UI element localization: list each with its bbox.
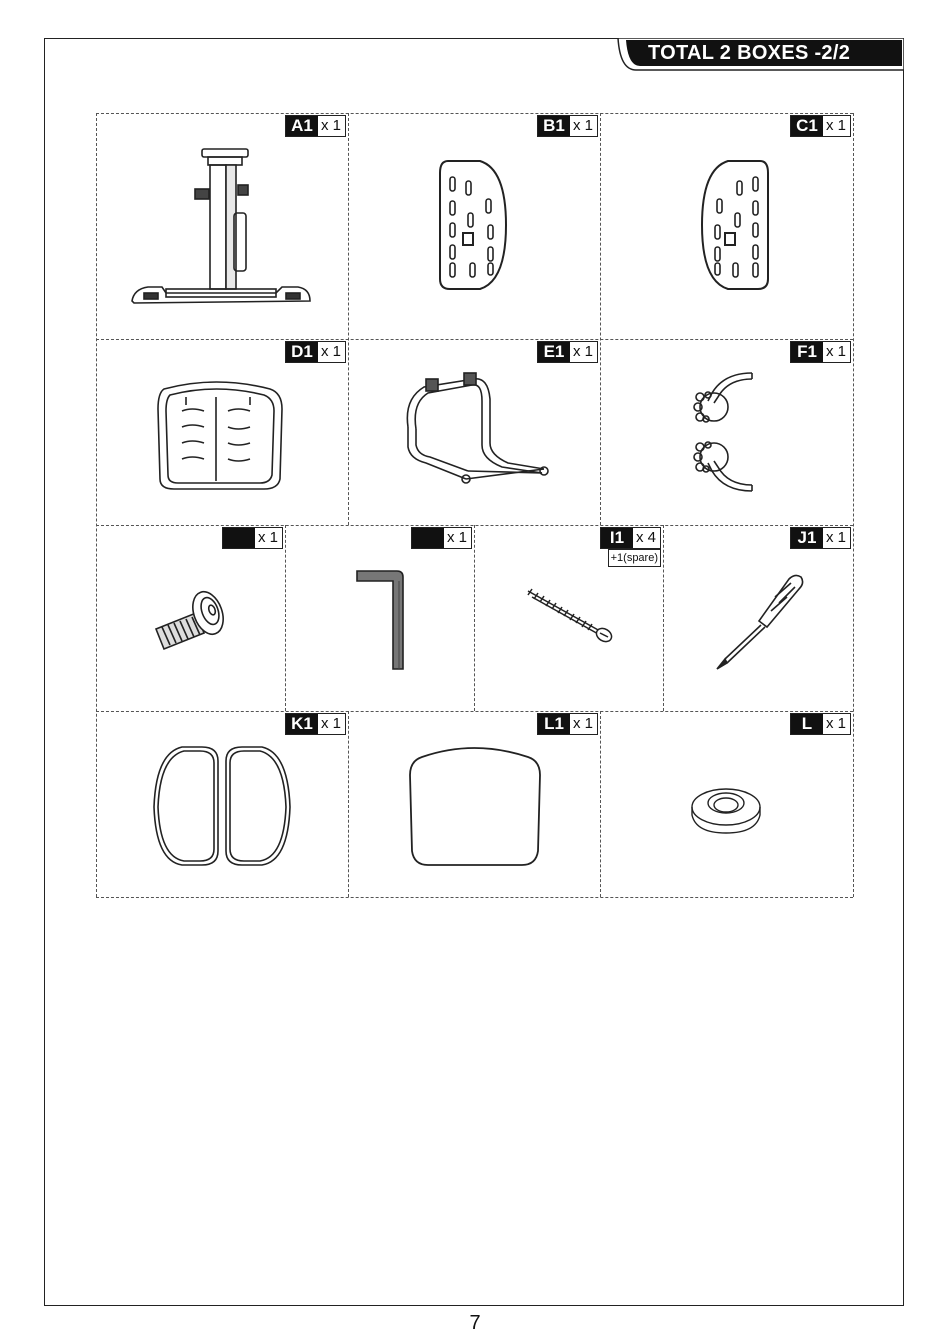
part-cell-l [600,711,853,897]
page-number: 7 [469,1312,481,1334]
part-cell-j1 [663,525,853,711]
part-qty: x 1 [257,529,278,546]
part-cell-l1 [348,711,600,897]
part-qty: x 1 [572,715,593,732]
part-code: F1 [791,342,823,362]
screwdriver-drawing [663,525,853,711]
part-qty: x 1 [446,529,467,546]
base-frame-drawing [96,113,348,339]
part-cell-k1 [96,711,348,897]
part-code: I1 [601,528,633,548]
part-qty: x 1 [572,117,593,134]
part-qty: x 1 [320,117,341,134]
part-qty: x 1 [320,343,341,360]
part-code: E1 [538,342,570,362]
part-code: C1 [791,116,823,136]
armrest-pads-drawing [96,711,348,897]
part-code: A1 [286,116,318,136]
part-code: J1 [791,528,823,548]
allen-key-drawing [285,525,474,711]
screw-drawing [474,525,663,711]
bolt-drawing [96,525,285,711]
part-cell-a1 [96,113,348,339]
spare-note: +1(spare) [608,549,661,567]
part-cell-f1 [600,339,853,525]
part-code: K1 [286,714,318,734]
part-cell-c1 [600,113,853,339]
seat-plate-drawing [96,339,348,525]
part-cell-e1 [348,339,600,525]
part-code: L [791,714,823,734]
part-qty: x 1 [320,715,341,732]
armrest-connector-drawing [600,339,853,525]
part-code: B1 [538,116,570,136]
box-count-label: TOTAL 2 BOXES -2/2 [648,42,851,64]
armrest-bracket-drawing [600,113,853,339]
part-qty: x 1 [825,715,846,732]
part-cell-h1 [285,525,474,711]
part-cell-b1 [348,113,600,339]
seat-cushion-drawing [348,711,600,897]
part-qty: x 1 [825,529,846,546]
part-cell-i1 [474,525,663,711]
box-count-tab [616,38,904,72]
backrest-frame-drawing [348,339,600,525]
part-qty: x 1 [572,343,593,360]
part-qty: x 1 [825,117,846,134]
part-qty: x 1 [825,343,846,360]
armrest-bracket-drawing [348,113,600,339]
washer-drawing [600,711,853,897]
part-cell-d1 [96,339,348,525]
part-code: L1 [538,714,570,734]
part-qty: x 4 [635,529,656,546]
part-cell-g1 [96,525,285,711]
part-code: D1 [286,342,318,362]
